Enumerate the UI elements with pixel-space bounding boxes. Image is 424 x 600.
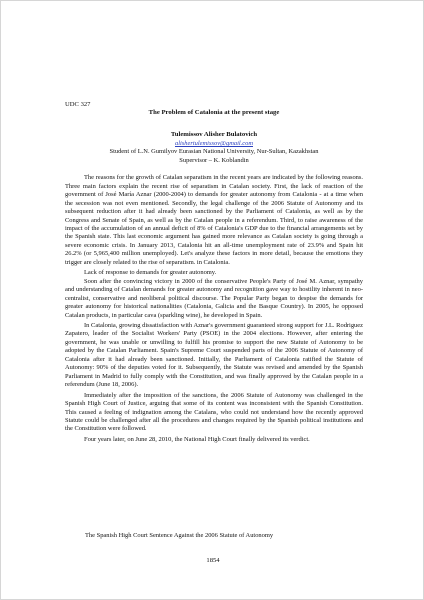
body-paragraph: In Catalonia, growing dissatisfaction with Aznar's government guaranteed strong support for J.L. Rodriguez Zapatero, leader of the Socialist Workers' Party (PSOE) in the 2004 elections. However, after entering the government, he was unable or unwilling to fulfill his promise to support the new Statute of Autonomy to be adopted by the Catalan Parliament. Spain's Supreme Court suspended parts of the 2006 Statute of Autonomy of Catalonia after it had already been sanctioned. Initially, the Parliament of Catalonia ratified the Statute of Autonomy: 90% of the deputies voted for it. Subsequently, the Statute was revised and amended by the Spanish Parliament in Madrid to fully comply with the Constitution, and was finally approved by the Catalan people in a referendum (June 18, 2006).: [65, 321, 363, 389]
paper-title: The Problem of Catalonia at the present stage: [148, 109, 280, 116]
body-paragraph: The reasons for the growth of Catalan separatism in the recent years are indicated by the following reasons. Three main factors explain the recent rise of separatism in Catalan society. First, the lack of reaction of the government of José María Aznar (2000-2004) to demands for greater autonomy from Catalonia - at a time when the secession was not even mentioned. Secondly, the legal challenge of the 2006 Statute of Autonomy and its subsequent reduction after it had already been sanctioned by the Parliament of Catalonia, as well as by the Congress and Senate of Spain, as well as by the Catalan people in a referendum. Third, to raise awareness of the impact of the accumulation of an annual deficit of 8% of Catalonia's GDP due to the financial arrangements set by the Spanish state. This last economic argument has gained more relevance as Catalan society is going through a severe economic crisis. In January 2013, Catalonia hit an all-time unemployment rate of 23.9% and Spain hit 26.2% (or 5,965,400 million unemployed). Let's analyze these factors in more detail, because the emotions they trigger are closely related to the rise of separatism. in Catalonia.: [65, 174, 363, 266]
section-heading: The Spanish High Court Sentence Against the 2006 Statute of Autonomy: [85, 532, 274, 539]
body-paragraph: Four years later, on June 28, 2010, the National High Court finally delivered its verdict.: [84, 435, 310, 443]
body-paragraph: Immediately after the imposition of the sanctions, the 2006 Statute of Autonomy was challenged in the Spanish High Court of Justice, arguing that some of its content was inconsistent with the Spanish Constitution. This caused a feeling of indignation among the Catalans, who could not understand how the recently approved Statute could be challenged after all the procedures and changes required by the Spanish political institutions and the Constitution were followed.: [65, 391, 363, 433]
page-content: [65, 101, 363, 446]
subheading: Lack of response to demands for greater autonomy.: [84, 269, 217, 277]
author-name: Tulemissov Alisher Bulatovich: [170, 131, 258, 139]
page-number: 1854: [206, 557, 220, 564]
udc-code: UDC 327: [65, 101, 91, 108]
body-paragraph: Soon after the convincing victory in 2000 of the conservative People's Party of José M. Aznar, sympathy and understanding of Catalan demands for greater autonomy and recognition gave way to hostility inherent in neo-centralist, conservative and neoliberal political discourse. The Popular Party began to despise the demands for greater autonomy for historical nationalities (Catalonia, Galicia and the Basque Country). In 2005, he opposed Catalan products, in particular cava (sparkling wine), he developed in Spain.: [65, 277, 363, 319]
author-affiliation: Student of L.N. Gumilyov Eurasian National University, Nur-Sultan, Kazakhstan: [109, 148, 319, 156]
supervisor-line: Supervisor – K. Koblandin: [179, 156, 249, 164]
author-email-link[interactable]: alishertulemissov@gmail.com: [175, 139, 253, 147]
